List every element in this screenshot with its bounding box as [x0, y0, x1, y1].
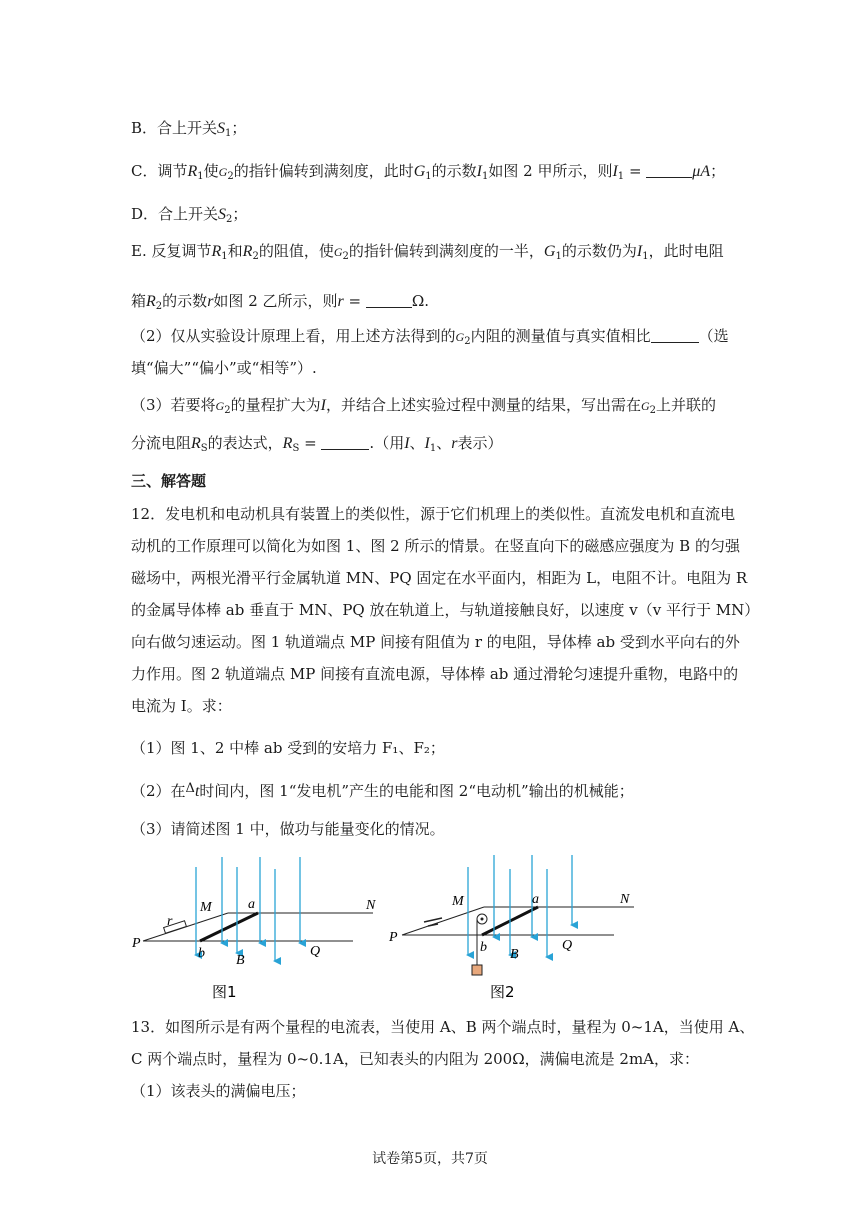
- option-e-line1: E. 反复调节$R_1$和$R_2$的阻值，使$G_2$的指针偏转到满刻度的一半，$G_1$的示数仍为$I_1$，此时电阻: [131, 242, 724, 262]
- answer-blank[interactable]: [321, 435, 369, 450]
- label-q: Q: [562, 938, 573, 953]
- q12-line-7: 电流为 I。求：: [131, 697, 232, 715]
- section-heading: 三、解答题: [131, 472, 207, 490]
- answer-blank[interactable]: [366, 293, 412, 308]
- label-b: b: [480, 940, 487, 955]
- battery-symbol: [424, 918, 442, 922]
- label-r: r: [167, 914, 173, 929]
- figure-1-caption: 图1: [212, 983, 237, 1001]
- figure-2-diagram: [384, 855, 644, 1005]
- label-q: Q: [310, 944, 321, 959]
- q12-line-6: 力作用。图 2 轨道端点 MP 间接有直流电源，导体棒 ab 通过滑轮匀速提升重物，电路中的: [131, 665, 739, 683]
- q12-line-2: 动机的工作原理可以简化为如图 1、图 2 所示的情景。在竖直向下的磁感应强度为 B 的匀强: [131, 537, 740, 555]
- q12-line-5: 向右做匀速运动。图 1 轨道端点 MP 间接有阻值为 r 的电阻，导体棒 ab 受到水平向右的外: [131, 633, 740, 651]
- rod-ab: [200, 913, 258, 941]
- option-b: B．合上开关$S_1$；: [131, 119, 247, 139]
- page-footer: 试卷第5页，共7页: [372, 1151, 488, 1167]
- label-m: M: [452, 894, 464, 909]
- q13-line-2: C 两个端点时，量程为 0~0.1A，已知表头的内阻为 200Ω，满偏电流是 2mA，求：: [131, 1050, 700, 1068]
- label-b: b: [198, 946, 205, 961]
- q12-line-1: 12．发电机和电动机具有装置上的类似性，源于它们机理上的类似性。直流发电机和直流电: [131, 505, 736, 523]
- option-c: C．调节$R_1$使$G_2$的指针偏转到满刻度，此时$G_1$的示数$I_1$如图 2 甲所示，则$I_1 = \mu A$；: [131, 162, 726, 182]
- q13-line-1: 13．如图所示是有两个量程的电流表，当使用 A、B 两个端点时，量程为 0~1A，当使用 A、: [131, 1018, 755, 1036]
- answer-blank[interactable]: [646, 163, 692, 178]
- question-2-line2: 填“偏大”“偏小”或“相等”）.: [131, 359, 317, 377]
- answer-blank[interactable]: [651, 328, 699, 343]
- q13-sub-1: （1）该表头的满偏电压；: [131, 1082, 306, 1100]
- label-m: M: [200, 900, 212, 915]
- label-p: P: [132, 936, 141, 951]
- label-a: a: [248, 897, 255, 912]
- question-2-line1: （2）仅从实验设计原理上看，用上述方法得到的$G_2$内阻的测量值与真实值相比 （选: [131, 327, 729, 347]
- label-field-b: B: [236, 953, 245, 968]
- option-d: D．合上开关$S_2$；: [131, 205, 248, 225]
- label-n: N: [620, 892, 630, 907]
- figure-1-diagram: [128, 855, 388, 1005]
- battery-symbol: [428, 924, 438, 926]
- label-p: P: [389, 930, 398, 945]
- label-a: a: [532, 892, 539, 907]
- weight: [472, 965, 482, 975]
- label-field-b: B: [510, 947, 519, 962]
- label-n: N: [366, 898, 376, 913]
- q12-sub-3: （3）请简述图 1 中，做功与能量变化的情况。: [131, 820, 445, 838]
- q12-line-4: 的金属导体棒 ab 垂直于 MN、PQ 放在轨道上，与轨道接触良好，以速度 v（v 平行于 MN）: [131, 601, 760, 619]
- figure-2-caption: 图2: [490, 983, 515, 1001]
- q12-sub-1: （1）图 1、2 中棒 ab 受到的安培力 F₁、F₂；: [131, 739, 445, 757]
- option-e-line2: 箱$R_2$的示数r如图 2 乙所示，则r = Ω.: [131, 292, 430, 312]
- question-3-line1: （3）若要将$G_2$的量程扩大为I，并结合上述实验过程中测量的结果，写出需在$G_2$上并联的: [131, 396, 717, 416]
- pulley-axle: [481, 918, 484, 921]
- q12-line-3: 磁场中，两根光滑平行金属轨道 MN、PQ 固定在水平面内，相距为 L，电阻不计。电阻为 R: [131, 569, 748, 587]
- question-3-line2: 分流电阻$R_S$的表达式，$R_S$ = .（用I、$I_1$、r表示）: [131, 434, 503, 454]
- q12-sub-2: （2）在Δt时间内，图 1“发电机”产生的电能和图 2“电动机”输出的机械能；: [131, 781, 634, 800]
- rail-mp: [402, 907, 484, 935]
